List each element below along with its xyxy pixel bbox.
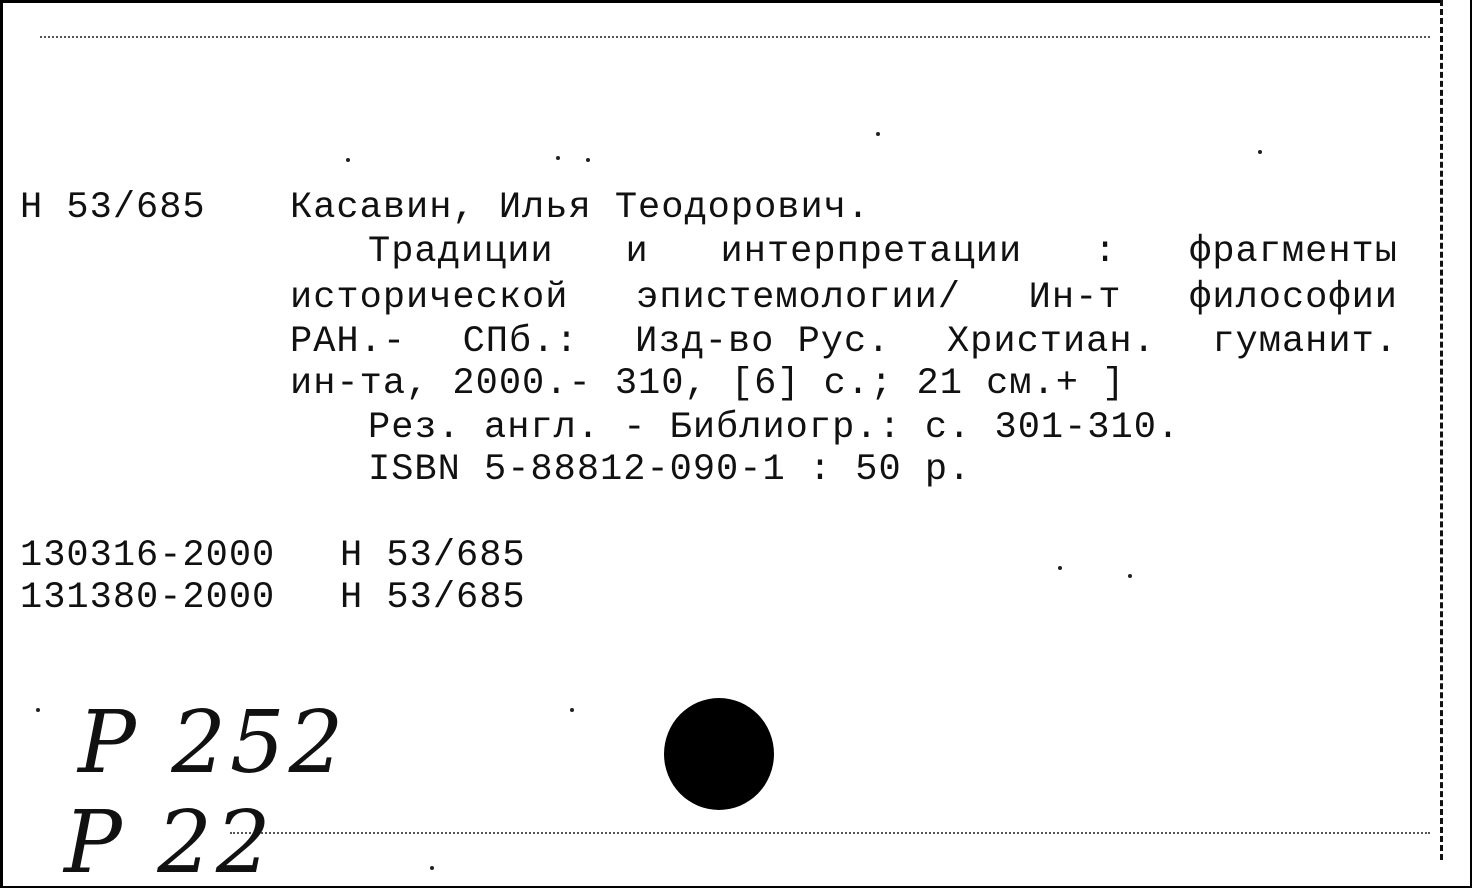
bottom-dotted-rule xyxy=(230,832,1430,834)
title-word: СПб.: xyxy=(462,321,579,363)
speck xyxy=(1258,150,1262,154)
title-word: эпистемологии/ xyxy=(636,277,961,319)
title-word: философии xyxy=(1189,277,1398,319)
holding-inventory: 131380-2000 xyxy=(20,577,276,619)
author-heading: Касавин, Илья Теодорович. xyxy=(290,187,871,229)
top-dotted-rule xyxy=(40,36,1430,38)
title-word: и xyxy=(625,231,649,273)
isbn-line: ISBN 5-88812-090-1 : 50 р. xyxy=(368,449,972,491)
holding-inventory: 130316-2000 xyxy=(20,535,276,577)
title-word: исторической xyxy=(290,277,569,319)
title-word: фрагменты xyxy=(1189,231,1398,273)
holding-shelfmark: Н 53/685 xyxy=(340,535,526,577)
speck xyxy=(1128,574,1132,578)
speck xyxy=(556,156,560,160)
handwritten-mark: Р 252 xyxy=(78,693,348,793)
speck xyxy=(1058,566,1062,570)
holding-shelfmark: Н 53/685 xyxy=(340,577,526,619)
title-word: Христиан. xyxy=(946,321,1156,363)
speck xyxy=(346,158,350,162)
speck xyxy=(36,708,40,712)
title-word: Ин-т xyxy=(1028,277,1122,319)
card-right-perforation xyxy=(1440,0,1443,860)
card-top-edge xyxy=(0,0,1440,3)
title-word: Изд-во Рус. xyxy=(635,321,891,363)
speck xyxy=(570,708,574,712)
title-line-2 xyxy=(290,277,1398,319)
punch-hole xyxy=(664,698,774,810)
imprint-line: ин-та, 2000.- 310, [6] с.; 21 см.+ ] xyxy=(290,363,1126,405)
speck xyxy=(586,158,590,162)
notes-line: Рез. англ. - Библиогр.: с. 301-310. xyxy=(368,407,1181,449)
title-word: РАН.- xyxy=(290,321,407,363)
title-line-1 xyxy=(368,231,1398,273)
speck xyxy=(430,866,434,870)
card-left-edge xyxy=(0,0,3,888)
title-word: : xyxy=(1094,231,1118,273)
handwritten-mark: Р 22 xyxy=(64,793,275,888)
title-word: гуманит. xyxy=(1212,321,1398,363)
title-word: интерпретации xyxy=(720,231,1023,273)
shelfmark: Н 53/685 xyxy=(20,187,206,229)
title-line-3 xyxy=(290,321,1398,363)
title-word: Традиции xyxy=(368,231,554,273)
speck xyxy=(876,132,880,136)
